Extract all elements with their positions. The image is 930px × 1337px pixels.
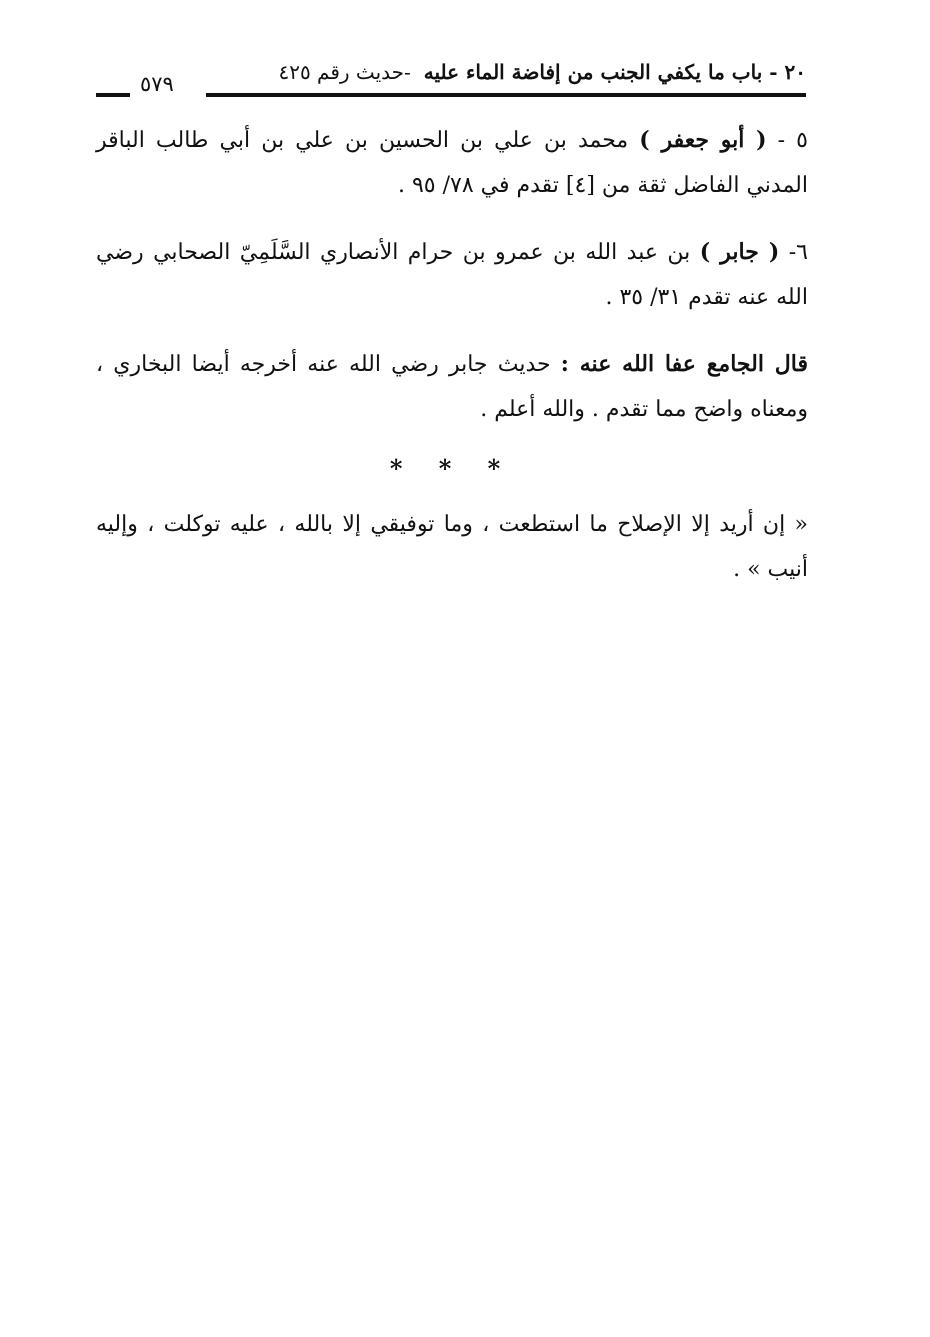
narrator-name: ( جابر ): [699, 239, 780, 265]
compiler-note: [96, 342, 808, 432]
hadith-reference: -حديث رقم ٤٢٥: [278, 60, 411, 84]
narrator-entry: [96, 230, 808, 320]
entry-number: ٥ -: [766, 128, 808, 153]
chapter-title: [278, 56, 806, 88]
compiler-note-lead: قال الجامع عفا الله عنه :: [560, 351, 808, 377]
entry-number: ٦-: [779, 240, 808, 265]
main-text: [96, 118, 808, 592]
compiler-note-text: حديث جابر رضي الله عنه أخرجه أيضا البخاري ، ومعناه واضح مما تقدم . والله أعلم .: [96, 352, 808, 422]
narrator-description: بن عبد الله بن عمرو بن حرام الأنصاري السَّلَمِيّ الصحابي رضي الله عنه تقدم ٣١/ ٣٥ .: [96, 240, 808, 310]
narrator-name: ( أبو جعفر ): [639, 127, 767, 153]
running-header: [96, 56, 806, 100]
section-separator: * * *: [389, 454, 515, 483]
page-number: ٥٧٩: [140, 72, 174, 96]
narrator-description: محمد بن علي بن الحسين بن علي بن أبي طالب الباقر المدني الفاضل ثقة من [٤] تقدم في ٧٨/ ٩٥ .: [96, 128, 808, 198]
closing-verse: « إن أريد إلا الإصلاح ما استطعت ، وما توفيقي إلا بالله ، عليه توكلت ، وإليه أنيب » .: [96, 512, 808, 582]
chapter-title-text: ٢٠ - باب ما يكفي الجنب من إفاضة الماء عليه: [423, 60, 806, 84]
header-rule-short: [96, 93, 130, 97]
narrator-entry: [96, 118, 808, 208]
header-rule: [206, 93, 806, 97]
